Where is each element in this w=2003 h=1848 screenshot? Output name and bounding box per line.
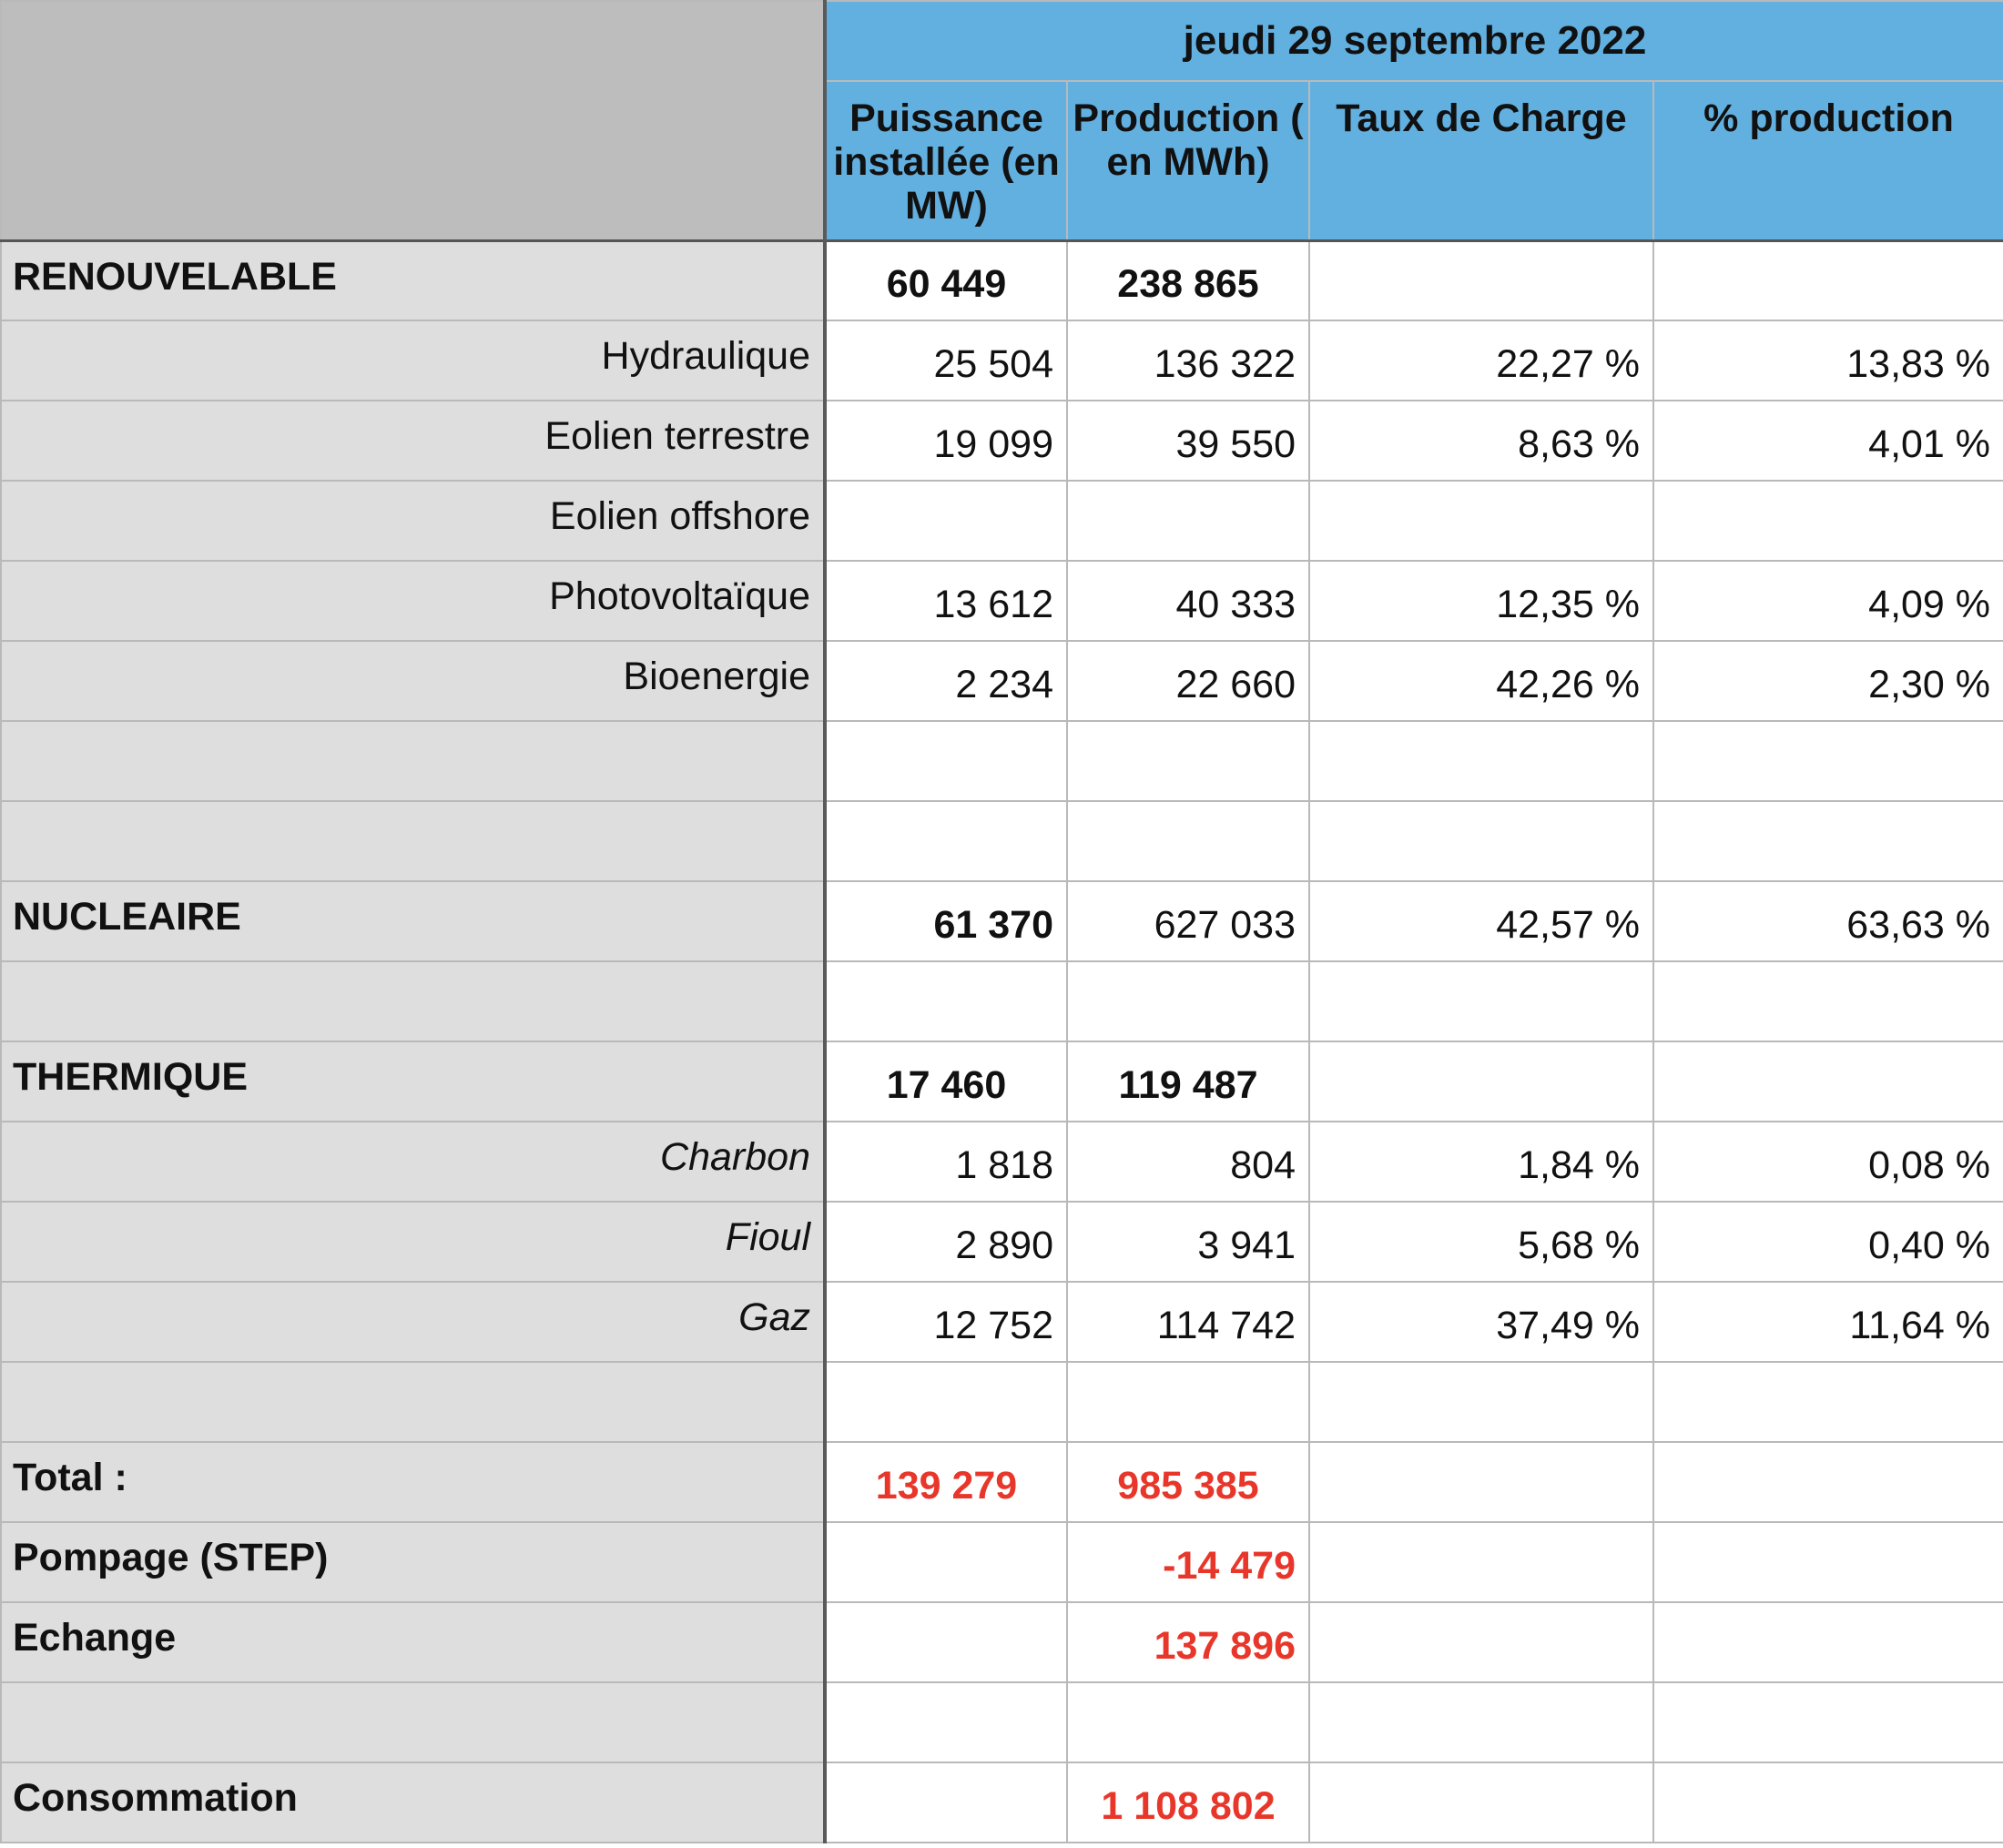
cell-empty (1653, 1762, 2003, 1843)
cell-pct: 11,64 % (1653, 1282, 2003, 1362)
row-label: Total : (1, 1442, 825, 1522)
table-row-echange (1, 1602, 2003, 1682)
cell-pct (1653, 1041, 2003, 1122)
cell-empty (825, 1682, 1067, 1762)
cell-taux: 42,57 % (1309, 881, 1653, 961)
cell-empty (1653, 1362, 2003, 1442)
cell-empty (1653, 1442, 2003, 1522)
row-label: THERMIQUE (1, 1041, 825, 1122)
cell-empty (1309, 1762, 1653, 1843)
table-row-eolien-offshore (1, 481, 2003, 561)
cell-taux: 22,27 % (1309, 320, 1653, 401)
cell-empty (1067, 1362, 1309, 1442)
table-row-nucleaire (1, 881, 2003, 961)
cell-empty (1653, 1682, 2003, 1762)
cell-puissance: 61 370 (825, 881, 1067, 961)
table-row-empty (1, 801, 2003, 881)
cell-empty (825, 1362, 1067, 1442)
cell-empty (1067, 721, 1309, 801)
cell-empty (825, 801, 1067, 881)
row-label: Photovoltaïque (1, 561, 825, 641)
cell-empty (825, 961, 1067, 1041)
cell-puissance: 13 612 (825, 561, 1067, 641)
table-row-bioenergie (1, 641, 2003, 721)
row-label: NUCLEAIRE (1, 881, 825, 961)
cell-empty (1067, 801, 1309, 881)
table-row-empty (1, 1362, 2003, 1442)
row-label (1, 721, 825, 801)
cell-production: 136 322 (1067, 320, 1309, 401)
table-row-empty (1, 1682, 2003, 1762)
header-corner (1, 1, 825, 240)
row-label: Charbon (1, 1122, 825, 1202)
table-row-thermique (1, 1041, 2003, 1122)
table-row-photovoltaique (1, 561, 2003, 641)
table-row-fioul (1, 1202, 2003, 1282)
cell-puissance: 1 818 (825, 1122, 1067, 1202)
cell-empty (1653, 961, 2003, 1041)
cell-empty (825, 1522, 1067, 1602)
cell-empty (1653, 801, 2003, 881)
cell-taux: 37,49 % (1309, 1282, 1653, 1362)
cell-empty (1309, 801, 1653, 881)
cell-taux: 8,63 % (1309, 401, 1653, 481)
cell-puissance: 19 099 (825, 401, 1067, 481)
cell-production: 119 487 (1067, 1041, 1309, 1122)
cell-empty (1067, 1682, 1309, 1762)
cell-puissance (825, 481, 1067, 561)
table-row-total (1, 1442, 2003, 1522)
table-row-empty (1, 721, 2003, 801)
cell-pct: 4,01 % (1653, 401, 2003, 481)
cell-empty (1309, 961, 1653, 1041)
column-header-puissance: Puissance installée (en MW) (825, 81, 1067, 240)
cell-puissance: 17 460 (825, 1041, 1067, 1122)
cell-empty (825, 1762, 1067, 1843)
cell-production: 627 033 (1067, 881, 1309, 961)
cell-empty (1309, 1682, 1653, 1762)
cell-production: 39 550 (1067, 401, 1309, 481)
table-row-gaz (1, 1282, 2003, 1362)
cell-empty (825, 721, 1067, 801)
cell-pct: 0,40 % (1653, 1202, 2003, 1282)
row-label (1, 1682, 825, 1762)
cell-production: 114 742 (1067, 1282, 1309, 1362)
cell-empty (1309, 1442, 1653, 1522)
cell-empty (825, 1602, 1067, 1682)
cell-production: 3 941 (1067, 1202, 1309, 1282)
table-row-empty (1, 961, 2003, 1041)
row-label: Consommation (1, 1762, 825, 1843)
cell-pct (1653, 240, 2003, 320)
column-header-taux-de-charge: Taux de Charge (1309, 81, 1653, 240)
row-label: RENOUVELABLE (1, 240, 825, 320)
cell-pct (1653, 481, 2003, 561)
cell-taux (1309, 1041, 1653, 1122)
cell-taux (1309, 481, 1653, 561)
cell-pct: 63,63 % (1653, 881, 2003, 961)
row-label: Fioul (1, 1202, 825, 1282)
cell-taux (1309, 240, 1653, 320)
column-header-production: Production ( en MWh) (1067, 81, 1309, 240)
cell-pct: 0,08 % (1653, 1122, 2003, 1202)
row-label: Eolien offshore (1, 481, 825, 561)
cell-empty (1653, 1522, 2003, 1602)
row-label: Gaz (1, 1282, 825, 1362)
row-label (1, 961, 825, 1041)
cell-production: 985 385 (1067, 1442, 1309, 1522)
table-row-consommation (1, 1762, 2003, 1843)
cell-puissance: 25 504 (825, 320, 1067, 401)
row-label: Pompage (STEP) (1, 1522, 825, 1602)
column-header-pct-production: % production (1653, 81, 2003, 240)
cell-empty (1309, 1602, 1653, 1682)
cell-pct: 13,83 % (1653, 320, 2003, 401)
table-row-pompage (1, 1522, 2003, 1602)
cell-empty (1309, 1362, 1653, 1442)
row-label (1, 801, 825, 881)
row-label: Eolien terrestre (1, 401, 825, 481)
cell-empty (1653, 721, 2003, 801)
row-label: Hydraulique (1, 320, 825, 401)
cell-puissance: 2 234 (825, 641, 1067, 721)
row-label: Echange (1, 1602, 825, 1682)
cell-production: 22 660 (1067, 641, 1309, 721)
cell-empty (1309, 721, 1653, 801)
cell-puissance: 2 890 (825, 1202, 1067, 1282)
cell-production (1067, 481, 1309, 561)
cell-production: 1 108 802 (1067, 1762, 1309, 1843)
table-row-hydraulique (1, 320, 2003, 401)
cell-taux: 1,84 % (1309, 1122, 1653, 1202)
table-row-renouvelable (1, 240, 2003, 320)
cell-production: 40 333 (1067, 561, 1309, 641)
row-label (1, 1362, 825, 1442)
row-label: Bioenergie (1, 641, 825, 721)
cell-taux: 42,26 % (1309, 641, 1653, 721)
cell-puissance: 60 449 (825, 240, 1067, 320)
cell-production: 137 896 (1067, 1602, 1309, 1682)
cell-taux: 12,35 % (1309, 561, 1653, 641)
cell-production: 238 865 (1067, 240, 1309, 320)
cell-production: 804 (1067, 1122, 1309, 1202)
table-row-charbon (1, 1122, 2003, 1202)
date-header: jeudi 29 septembre 2022 (825, 1, 2003, 81)
cell-pct: 2,30 % (1653, 641, 2003, 721)
cell-empty (1067, 961, 1309, 1041)
cell-pct: 4,09 % (1653, 561, 2003, 641)
cell-puissance: 139 279 (825, 1442, 1067, 1522)
cell-empty (1653, 1602, 2003, 1682)
cell-taux: 5,68 % (1309, 1202, 1653, 1282)
cell-production: -14 479 (1067, 1522, 1309, 1602)
table-row-eolien-terrestre (1, 401, 2003, 481)
cell-empty (1309, 1522, 1653, 1602)
cell-puissance: 12 752 (825, 1282, 1067, 1362)
